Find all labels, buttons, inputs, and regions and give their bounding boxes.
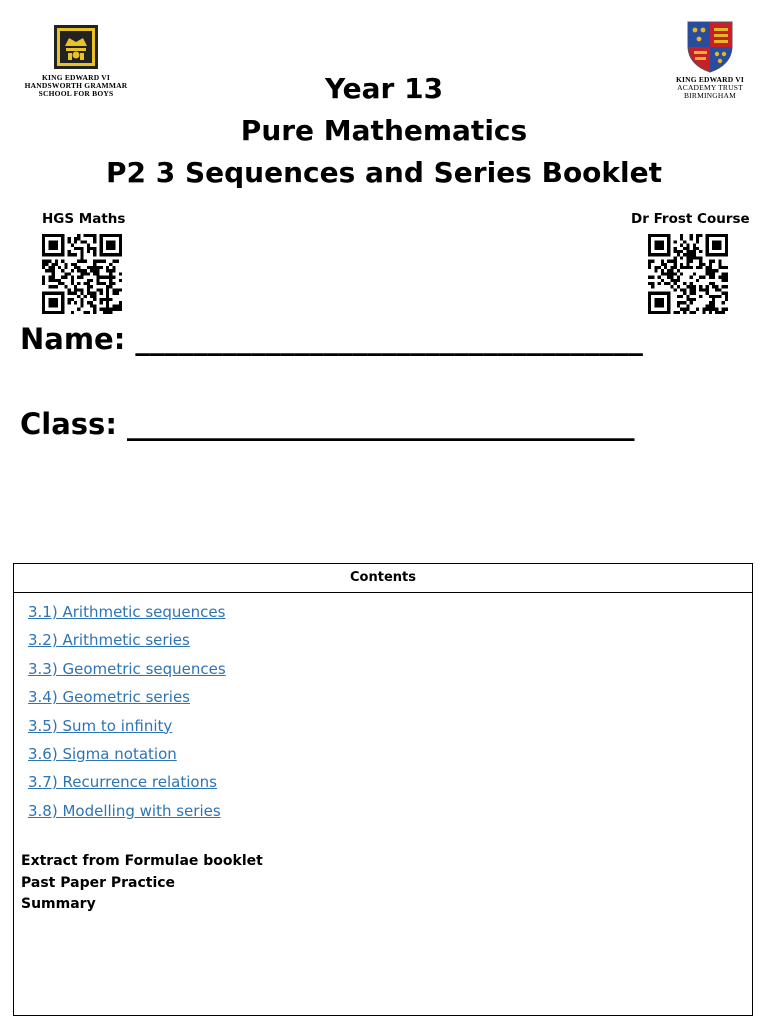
list-item	[28, 660, 226, 688]
list-item	[28, 688, 226, 716]
right-logo-caption	[664, 76, 756, 100]
school-logo-right	[664, 20, 756, 110]
toc-link[interactable]: 3.1) Arithmetic sequences	[28, 603, 226, 621]
qr-code-icon	[42, 234, 122, 314]
toc-link[interactable]: 3.3) Geometric sequences	[28, 659, 226, 678]
qr-code-hgs-maths[interactable]	[42, 234, 122, 319]
right-logo-caption-line: BIRMINGHAM	[683, 91, 736, 100]
list-item	[28, 603, 226, 631]
left-logo-caption-line: KING EDWARD VI	[41, 73, 111, 82]
name-field[interactable]: Name: ___________________________________	[20, 322, 643, 356]
title-booklet: P2 3 Sequences and Series Booklet	[105, 156, 663, 189]
page-title	[100, 68, 668, 194]
contents-table	[13, 563, 753, 1016]
contents-heading: Contents	[14, 564, 752, 593]
left-logo-caption-line: HANDSWORTH GRAMMAR	[24, 81, 128, 90]
class-field[interactable]: Class: ___________________________________	[20, 407, 635, 441]
school-crest-icon	[53, 24, 99, 70]
toc-link[interactable]: 3.4) Geometric series	[28, 688, 190, 707]
list-item	[28, 773, 226, 801]
contents-list	[28, 603, 226, 830]
list-item	[28, 745, 226, 773]
left-logo-caption-line: SCHOOL FOR BOYS	[38, 89, 114, 98]
extra-item: Summary	[21, 896, 96, 912]
extra-item: Extract from Formulae booklet	[21, 853, 263, 869]
toc-link[interactable]: 3.6) Sigma notation	[28, 744, 177, 763]
title-subject: Pure Mathematics	[240, 114, 528, 147]
qr-label-dr-frost: Dr Frost Course	[631, 211, 750, 227]
list-item	[28, 717, 226, 745]
toc-link[interactable]: 3.5) Sum to infinity	[28, 716, 173, 735]
toc-link[interactable]: 3.8) Modelling with series	[28, 801, 221, 820]
coat-of-arms-icon	[686, 20, 734, 74]
toc-link[interactable]: 3.2) Arithmetic series	[28, 631, 190, 650]
qr-label-hgs-maths: HGS Maths	[42, 211, 126, 227]
extra-item: Past Paper Practice	[21, 874, 176, 891]
title-year: Year 13	[324, 72, 444, 105]
right-logo-caption-line: KING EDWARD VI	[675, 75, 745, 84]
list-item	[28, 802, 226, 830]
list-item	[28, 631, 226, 659]
contents-extras	[21, 851, 263, 916]
right-logo-caption-line: ACADEMY TRUST	[677, 83, 743, 92]
qr-code-icon	[648, 234, 728, 314]
qr-code-dr-frost[interactable]	[648, 234, 728, 319]
toc-link[interactable]: 3.7) Recurrence relations	[28, 773, 217, 792]
